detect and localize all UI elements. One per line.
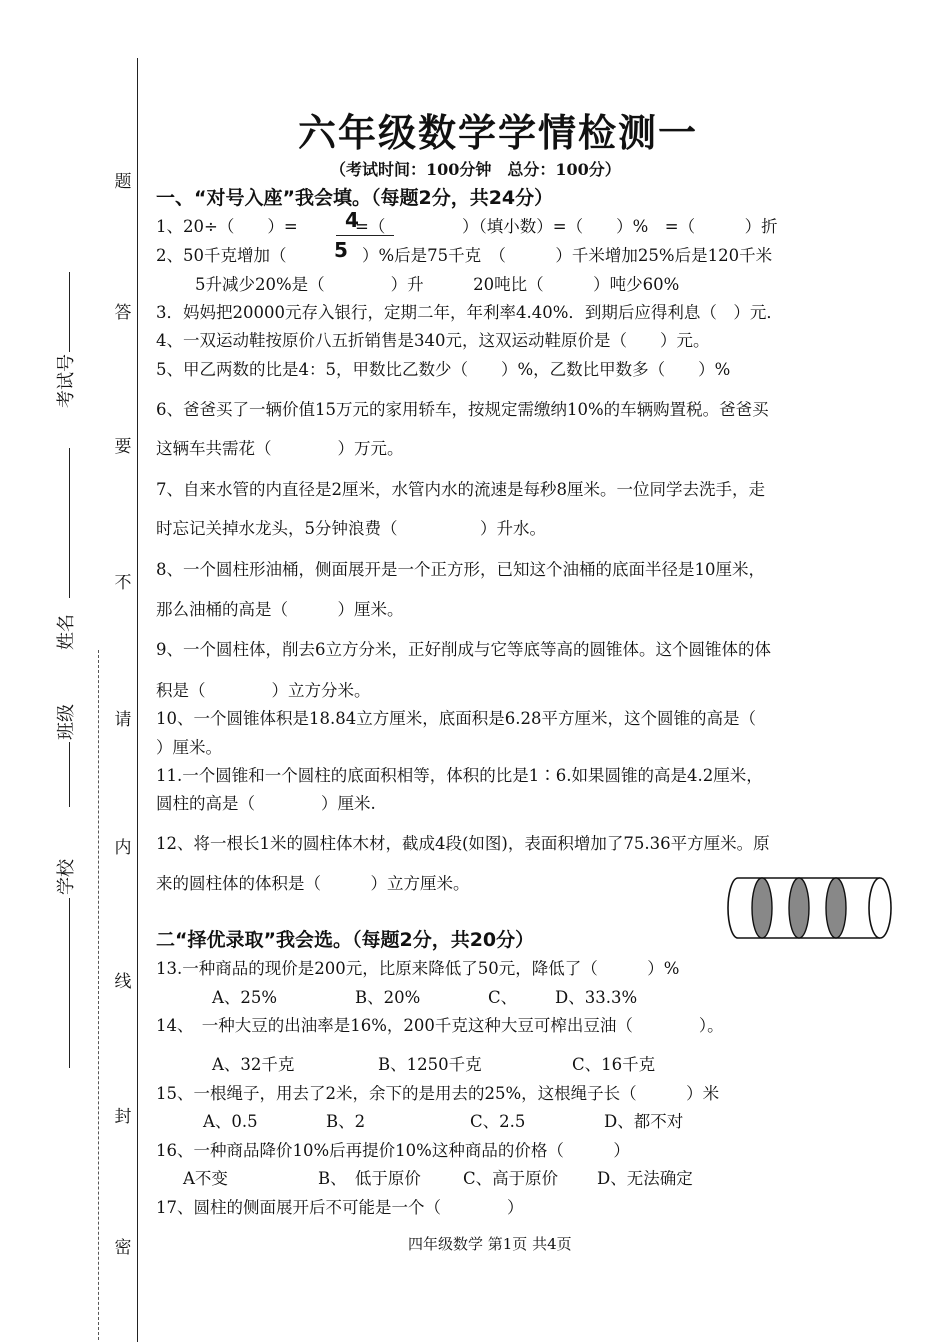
warning-char: 封 [114, 1107, 132, 1127]
question-2-part-a: 2、50千克增加（ [156, 246, 287, 265]
question-16-option: C、高于原价 [463, 1169, 559, 1188]
question-16-option: D、无法确定 [597, 1169, 693, 1188]
question-14-option: C、16千克 [572, 1055, 656, 1074]
name-label: 姓名 [56, 614, 77, 650]
question-17: 17、圆柱的侧面展开后不可能是一个（ ） [156, 1198, 524, 1217]
warning-char: 答 [114, 303, 132, 323]
handwritten-answer: 4 [345, 208, 359, 232]
cylinder-right-end [869, 878, 891, 938]
question-14-option: B、1250千克 [378, 1055, 482, 1074]
question-9-line-2: 积是（ ）立方分米。 [156, 681, 371, 700]
school-label: 学校 [56, 859, 77, 895]
question-13-option: C、 [488, 988, 518, 1007]
section1-heading: 一、“对号入座”我会填。（每题2分，共24分） [156, 187, 554, 209]
binding-dashed-line [98, 650, 99, 1340]
question-11-line-1: 11.一个圆锥和一个圆柱的底面积相等，体积的比是1∶6.如果圆锥的高是4.2厘米， [156, 766, 763, 785]
question-11-line-2: 圆柱的高是（ ）厘米. [156, 794, 376, 813]
question-16-option: A不变 [183, 1169, 228, 1188]
question-1-part-c: ）（填小数）=（ ）% =（ ）折 [462, 217, 778, 236]
handwritten-answer: 5 [334, 238, 348, 262]
question-1-part-b: =（ [355, 217, 386, 236]
page-title: 六年级数学学情检测一 [298, 111, 699, 155]
question-8-line-2: 那么油桶的高是（ ）厘米。 [156, 600, 404, 619]
section2-heading: 二“择优录取”我会选。（每题2分，共20分） [156, 929, 535, 951]
exam-number-label: 考试号 [56, 354, 77, 408]
question-7-line-1: 7、自来水管的内直径是2厘米，水管内水的流速是每秒8厘米。一位同学去洗手，走 [156, 480, 765, 499]
cut-section [826, 878, 846, 938]
warning-char: 密 [114, 1238, 132, 1258]
question-6-line-1: 6、爸爸买了一辆价值15万元的家用轿车，按规定需缴纳10%的车辆购置税。爸爸买 [156, 400, 769, 419]
page-footer: 四年级数学 第1页 共4页 [408, 1235, 572, 1253]
school-blank [69, 898, 70, 1068]
cut-section [752, 878, 772, 938]
warning-char: 内 [114, 838, 132, 858]
question-7-line-2: 时忘记关掉水龙头，5分钟浪费（ ）升水。 [156, 519, 546, 538]
cylinder-left-end [728, 878, 738, 938]
question-15-option: C、2.5 [470, 1112, 526, 1131]
warning-char: 题 [114, 172, 132, 192]
question-5: 5、甲乙两数的比是4：5，甲数比乙数少（ ）%，乙数比甲数多（ ）% [156, 360, 731, 379]
question-8-line-1: 8、一个圆柱形油桶，侧面展开是一个正方形，已知这个油桶的底面半径是10厘米， [156, 560, 765, 579]
binding-line [137, 58, 138, 1342]
class-label: 班级 [56, 704, 77, 740]
question-1-part-a: 1、20÷（ ）= [156, 217, 298, 236]
question-15-option: D、都不对 [604, 1112, 684, 1131]
question-13-option: D、33.3% [555, 988, 638, 1007]
name-blank [69, 448, 70, 598]
question-13: 13.一种商品的现价是200元，比原来降低了50元，降低了（ ）% [156, 959, 680, 978]
question-9-line-1: 9、一个圆柱体，削去6立方分米，正好削成与它等底等高的圆锥体。这个圆锥体的体 [156, 640, 771, 659]
page-subtitle: （考试时间：100分钟 总分：100分） [330, 160, 621, 179]
question-15-option: B、2 [326, 1112, 366, 1131]
question-14: 14、 一种大豆的出油率是16%，200千克这种大豆可榨出豆油（ ）。 [156, 1016, 724, 1035]
cut-section [789, 878, 809, 938]
warning-char: 要 [114, 437, 132, 457]
question-2-line-2: 5升减少20%是（ ）升 20吨比（ ）吨少60% [195, 275, 680, 294]
warning-char: 请 [114, 710, 132, 730]
question-10-line-1: 10、一个圆锥体积是18.84立方厘米，底面积是6.28平方厘米，这个圆锥的高是（ [156, 709, 756, 728]
question-16-option: B、 低于原价 [318, 1169, 421, 1188]
question-13-option: A、25% [212, 988, 278, 1007]
question-14-option: A、32千克 [212, 1055, 295, 1074]
question-12-line-1: 12、将一根长1米的圆柱体木材，截成4段(如图)，表面积增加了75.36平方厘米。原 [156, 834, 770, 853]
question-13-option: B、20% [355, 988, 421, 1007]
question-15: 15、一根绳子，用去了2米，余下的是用去的25%，这根绳子长（ ）米 [156, 1084, 720, 1103]
question-15-option: A、0.5 [203, 1112, 258, 1131]
warning-char: 线 [114, 972, 132, 992]
warning-char: 不 [114, 573, 132, 593]
exam-number-blank [69, 272, 70, 352]
question-10-line-2: ）厘米。 [156, 738, 222, 757]
question-4: 4、一双运动鞋按原价八五折销售是340元，这双运动鞋原价是（ ）元。 [156, 331, 710, 350]
question-2-part-b: ）%后是75千克 （ ）千米增加25%后是120千米 [362, 246, 773, 265]
class-blank [69, 742, 70, 807]
question-16: 16、一种商品降价10%后再提价10%这种商品的价格（ ） [156, 1141, 630, 1160]
cylinder-figure [724, 872, 896, 944]
question-3: 3．妈妈把20000元存入银行，定期二年，年利率4.40%．到期后应得利息（ ）元． [156, 303, 783, 322]
question-12-line-2: 来的圆柱体的体积是（ ）立方厘米。 [156, 874, 470, 893]
question-6-line-2: 这辆车共需花（ ）万元。 [156, 439, 404, 458]
